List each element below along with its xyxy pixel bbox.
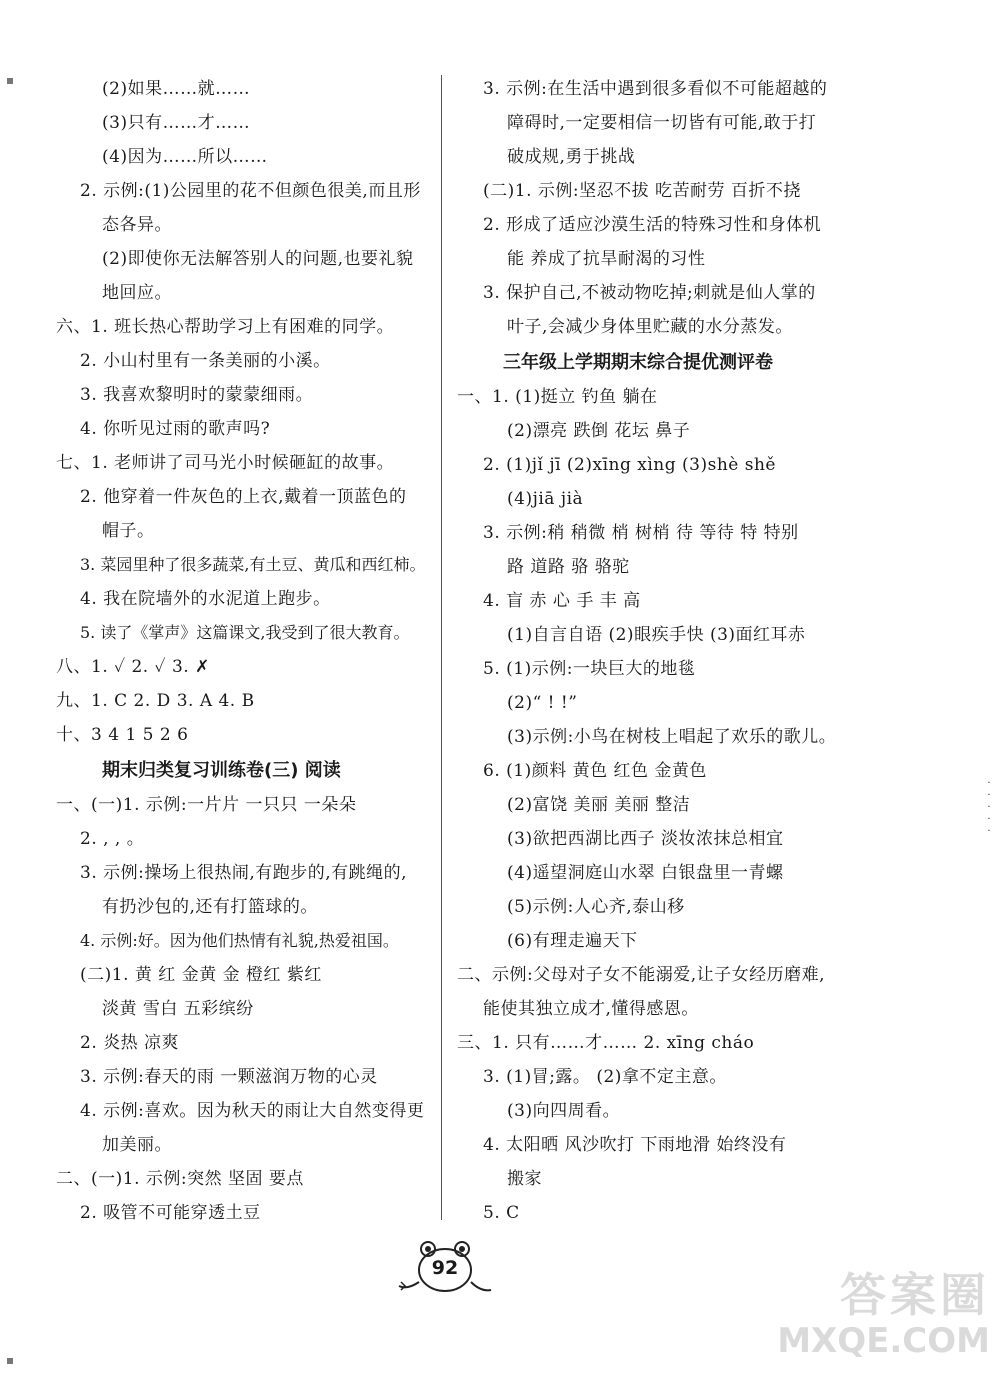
answer-line: 3. 示例:稍 稍微 梢 树梢 待 等待 特 特别 [483, 523, 799, 543]
watermark [740, 1259, 990, 1369]
answer-line: (3)只有……才…… [102, 113, 251, 133]
watermark-brand: 答案圈 [840, 1268, 990, 1322]
answer-line: 4. 太阳晒 风沙吹打 下雨地滑 始终没有 [483, 1135, 787, 1155]
answer-line: (2)富饶 美丽 美丽 整洁 [507, 795, 691, 815]
answer-line: 破成规,勇于挑战 [507, 147, 636, 167]
watermark-url: MXQE.COM [777, 1321, 990, 1361]
answer-line: 淡黄 雪白 五彩缤纷 [102, 999, 254, 1019]
answer-line: 障碍时,一定要相信一切皆有可能,敢于打 [507, 113, 817, 133]
answer-line: 5. 读了《掌声》这篇课文,我受到了很大教育。 [80, 623, 410, 642]
answer-line: 加美丽。 [102, 1135, 172, 1155]
corner-mark-bottom [7, 1358, 13, 1364]
page-footer [395, 1238, 495, 1298]
answer-line: 3. 保护自己,不被动物吃掉;刺就是仙人掌的 [483, 283, 816, 303]
answer-line: 4. 你听见过雨的歌声吗? [80, 419, 271, 439]
answer-line: 2. (1)jǐ jī (2)xīng xìng (3)shè shě [483, 455, 776, 475]
answer-line: 4. 示例:喜欢。因为秋天的雨让大自然变得更 [80, 1101, 425, 1121]
answer-line: 二、(一)1. 示例:突然 坚固 要点 [56, 1169, 304, 1189]
section-title: 期末归类复习训练卷(三) 阅读 [102, 760, 341, 781]
answer-line: 二、示例:父母对子女不能溺爱,让子女经历磨难, [457, 965, 826, 985]
answer-line: (5)示例:人心齐,泰山移 [507, 897, 685, 917]
margin-dots: · · · · · [987, 778, 991, 837]
answer-line: 2. 示例:(1)公园里的花不但颜色很美,而且形 [80, 181, 421, 201]
answer-line: 2. , , 。 [80, 829, 145, 849]
answer-line: (4)遥望洞庭山水翠 白银盘里一青螺 [507, 863, 784, 883]
answer-line: 七、1. 老师讲了司马光小时候砸缸的故事。 [56, 453, 395, 473]
answer-line: 八、1. ✓ 2. ✓ 3. ✗ [56, 657, 210, 677]
corner-mark-top [7, 78, 13, 84]
answer-line: 六、1. 班长热心帮助学习上有困难的同学。 [56, 317, 395, 337]
answer-line: (2)“ ! !” [507, 693, 578, 713]
answer-line: 2. 吸管不可能穿透土豆 [80, 1203, 261, 1223]
answer-line: 4. 盲 赤 心 手 丰 高 [483, 591, 641, 611]
answer-line: 3. 我喜欢黎明时的蒙蒙细雨。 [80, 385, 314, 405]
answer-line: (二)1. 示例:坚忍不拔 吃苦耐劳 百折不挠 [483, 181, 801, 201]
answer-line: 6. (1)颜料 黄色 红色 金黄色 [483, 761, 707, 781]
answer-line: (2)漂亮 跌倒 花坛 鼻子 [507, 421, 691, 441]
answer-line: (1)自言自语 (2)眼疾手快 (3)面红耳赤 [507, 625, 806, 645]
answer-line: 3. 示例:操场上很热闹,有跑步的,有跳绳的, [80, 863, 408, 883]
answer-line: 2. 形成了适应沙漠生活的特殊习性和身体机 [483, 215, 822, 235]
answer-line: 5. (1)示例:一块巨大的地毯 [483, 659, 696, 679]
answer-line: 3. 示例:在生活中遇到很多看似不可能超越的 [483, 79, 828, 99]
page-number: 92 [431, 1257, 459, 1279]
answer-line: (2)即使你无法解答别人的问题,也要礼貌 [102, 249, 414, 269]
answer-line: 叶子,会减少身体里贮藏的水分蒸发。 [507, 317, 793, 337]
section-title: 三年级上学期期末综合提优测评卷 [503, 352, 773, 373]
answer-line: 能使其独立成才,懂得感恩。 [483, 999, 699, 1019]
answer-line: 3. (1)冒;露。 (2)拿不定主意。 [483, 1067, 727, 1087]
answer-line: 有扔沙包的,还有打篮球的。 [102, 897, 318, 917]
answer-line: 一、1. (1)挺立 钓鱼 躺在 [457, 387, 658, 407]
answer-line: 搬家 [507, 1169, 542, 1189]
answer-line: 路 道路 骆 骆驼 [507, 557, 630, 577]
answer-line: 九、1. C 2. D 3. A 4. B [56, 691, 255, 711]
answer-line: (6)有理走遍天下 [507, 931, 638, 951]
answer-line: 一、(一)1. 示例:一片片 一只只 一朵朵 [56, 795, 357, 815]
answer-line: 十、3 4 1 5 2 6 [56, 725, 189, 745]
answer-line: 3. 菜园里种了很多蔬菜,有土豆、黄瓜和西红柿。 [80, 555, 426, 574]
answer-line: 3. 示例:春天的雨 一颗滋润万物的心灵 [80, 1067, 378, 1087]
answer-line: (二)1. 黄 红 金黄 金 橙红 紫红 [80, 965, 322, 985]
answer-line: 帽子。 [102, 521, 155, 541]
answer-line: (4)因为……所以…… [102, 147, 268, 167]
answer-line: (4)jiā jià [507, 489, 584, 509]
answer-line: 三、1. 只有……才…… 2. xīng cháo [457, 1033, 755, 1053]
answer-line: 4. 示例:好。因为他们热情有礼貌,热爱祖国。 [80, 931, 399, 950]
answer-line: (3)示例:小鸟在树枝上唱起了欢乐的歌儿。 [507, 727, 837, 747]
answer-line: (3)欲把西湖比西子 淡妆浓抹总相宜 [507, 829, 784, 849]
answer-line: 5. C [483, 1203, 520, 1223]
answer-line: 2. 他穿着一件灰色的上衣,戴着一顶蓝色的 [80, 487, 407, 507]
answer-line: 地回应。 [102, 283, 172, 303]
answer-line: 态各异。 [102, 215, 172, 235]
answer-line: 2. 炎热 凉爽 [80, 1033, 180, 1053]
answer-line: (2)如果……就…… [102, 79, 251, 99]
answer-line: 4. 我在院墙外的水泥道上跑步。 [80, 589, 331, 609]
answer-line: 2. 小山村里有一条美丽的小溪。 [80, 351, 331, 371]
answer-line: 能 养成了抗旱耐渴的习性 [507, 249, 706, 269]
answer-line: (3)向四周看。 [507, 1101, 621, 1121]
column-divider [441, 75, 442, 1220]
